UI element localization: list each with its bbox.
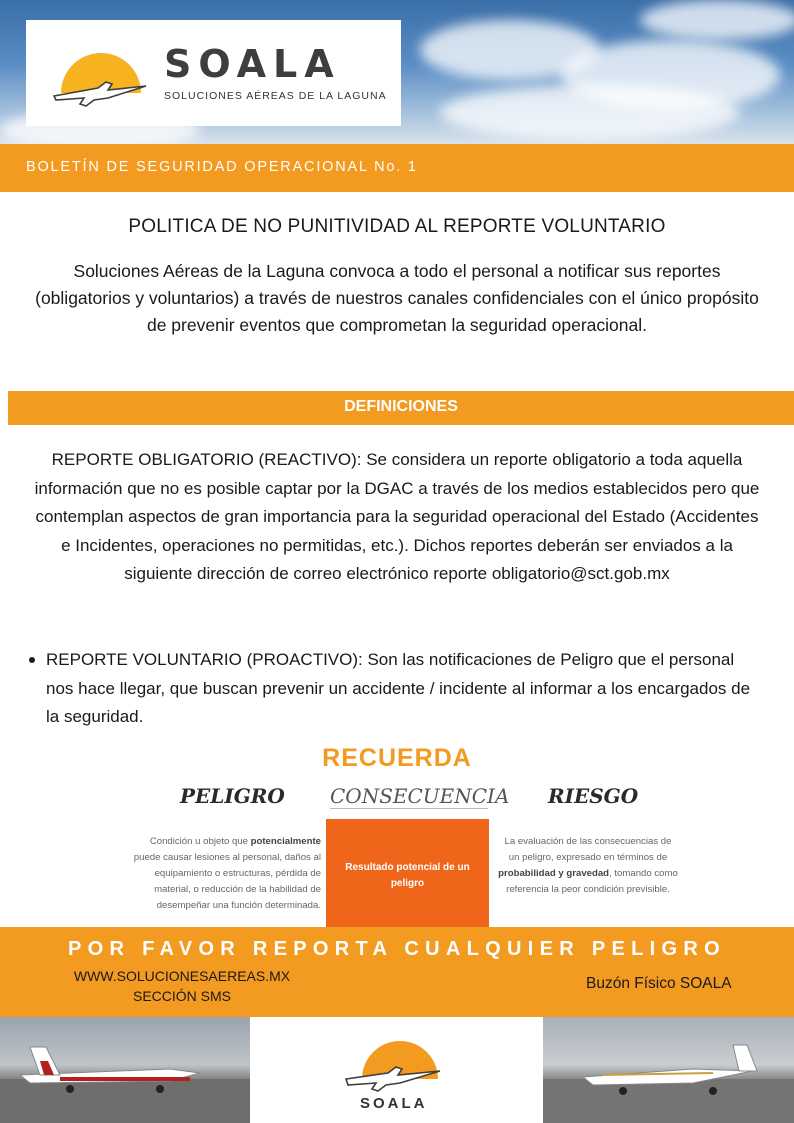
consecuencia-definition: Resultado potencial de un peligro (345, 862, 470, 889)
report-call-to-action: POR FAVOR REPORTA CUALQUIER PELIGRO (68, 938, 726, 960)
contact-block (68, 966, 296, 1006)
website-link[interactable]: WWW.SOLUCIONESAEREAS.MX (73, 968, 291, 984)
intro-paragraph: Soluciones Aéreas de la Laguna convoca a todo el personal a notificar sus reportes (obligatorios y voluntarios) a través de nuestros canales confidenciales con el único propósito de prevenir eventos que comprometan la seguridad operacional. (35, 261, 759, 335)
definitions-heading: DEFINICIONES (344, 398, 458, 415)
logo-box (26, 20, 401, 126)
voluntary-report-definition: REPORTE VOLUNTARIO (PROACTIVO): Son las notificaciones de Peligro que el personal nos hace llegar, que buscan prevenir un accidente / incidente al informar a los encargados de la seguridad. (46, 650, 751, 726)
obligatory-report-definition: REPORTE OBLIGATORIO (REACTIVO): Se considera un reporte obligatorio a toda aquella información que no es posible captar por la DGAC a través de los medios establecidos pero que contemplan aspectos de gran importancia para la seguridad operacional del Estado (Accidentes e Incidentes, operaciones no permitidas, etc.). Dichos reportes deberán ser enviados a la siguiente dirección de correo electrónico reporte obligatorio@sct.gob.mx (34, 450, 760, 583)
riesgo-text-end: , tomando como referencia la peor condición previsible. (506, 868, 678, 895)
peligro-definition (124, 834, 321, 914)
riesgo-text-start: La evaluación de las consecuencias de un peligro, expresado en términos de (504, 836, 672, 863)
peligro-text-bold: potencialmente (250, 836, 321, 847)
aircraft-right-icon (543, 1017, 794, 1123)
peligro-text-end: puede causar lesiones al personal, daños al equipamiento o estructuras, pérdida de material, o reducción de la habilidad de desempeñar una función determinada. (133, 852, 321, 911)
logo-subtitle: SOLUCIONES AÉREAS DE LA LAGUNA (164, 90, 387, 102)
aircraft-photo-right (543, 1017, 794, 1123)
logo-sun-plane-icon (46, 38, 156, 108)
logo-wordmark: SOALA (164, 42, 341, 86)
riesgo-text-bold: probabilidad y gravedad (498, 868, 610, 879)
page-title: POLITICA DE NO PUNITIVIDAD AL REPORTE VOLUNTARIO (128, 216, 666, 237)
peligro-text-start: Condición u objeto que (149, 836, 251, 847)
riesgo-heading: RIESGO (548, 784, 639, 808)
consecuencia-heading: CONSECUENCIA (330, 784, 510, 808)
peligro-heading: PELIGRO (180, 784, 285, 808)
riesgo-definition (498, 834, 678, 898)
divider (330, 808, 488, 809)
bottom-logo-icon (340, 1027, 450, 1093)
bullet-icon (29, 657, 35, 663)
physical-mailbox-label: Buzón Físico SOALA (586, 975, 732, 992)
aircraft-photo-left (0, 1017, 250, 1123)
bulletin-title: BOLETÍN DE SEGURIDAD OPERACIONAL No. 1 (26, 159, 418, 175)
sms-section-label: SECCIÓN SMS (132, 988, 231, 1004)
aircraft-left-icon (0, 1017, 250, 1123)
bottom-logo-wordmark: SOALA (360, 1095, 428, 1112)
recuerda-heading: RECUERDA (322, 744, 472, 772)
